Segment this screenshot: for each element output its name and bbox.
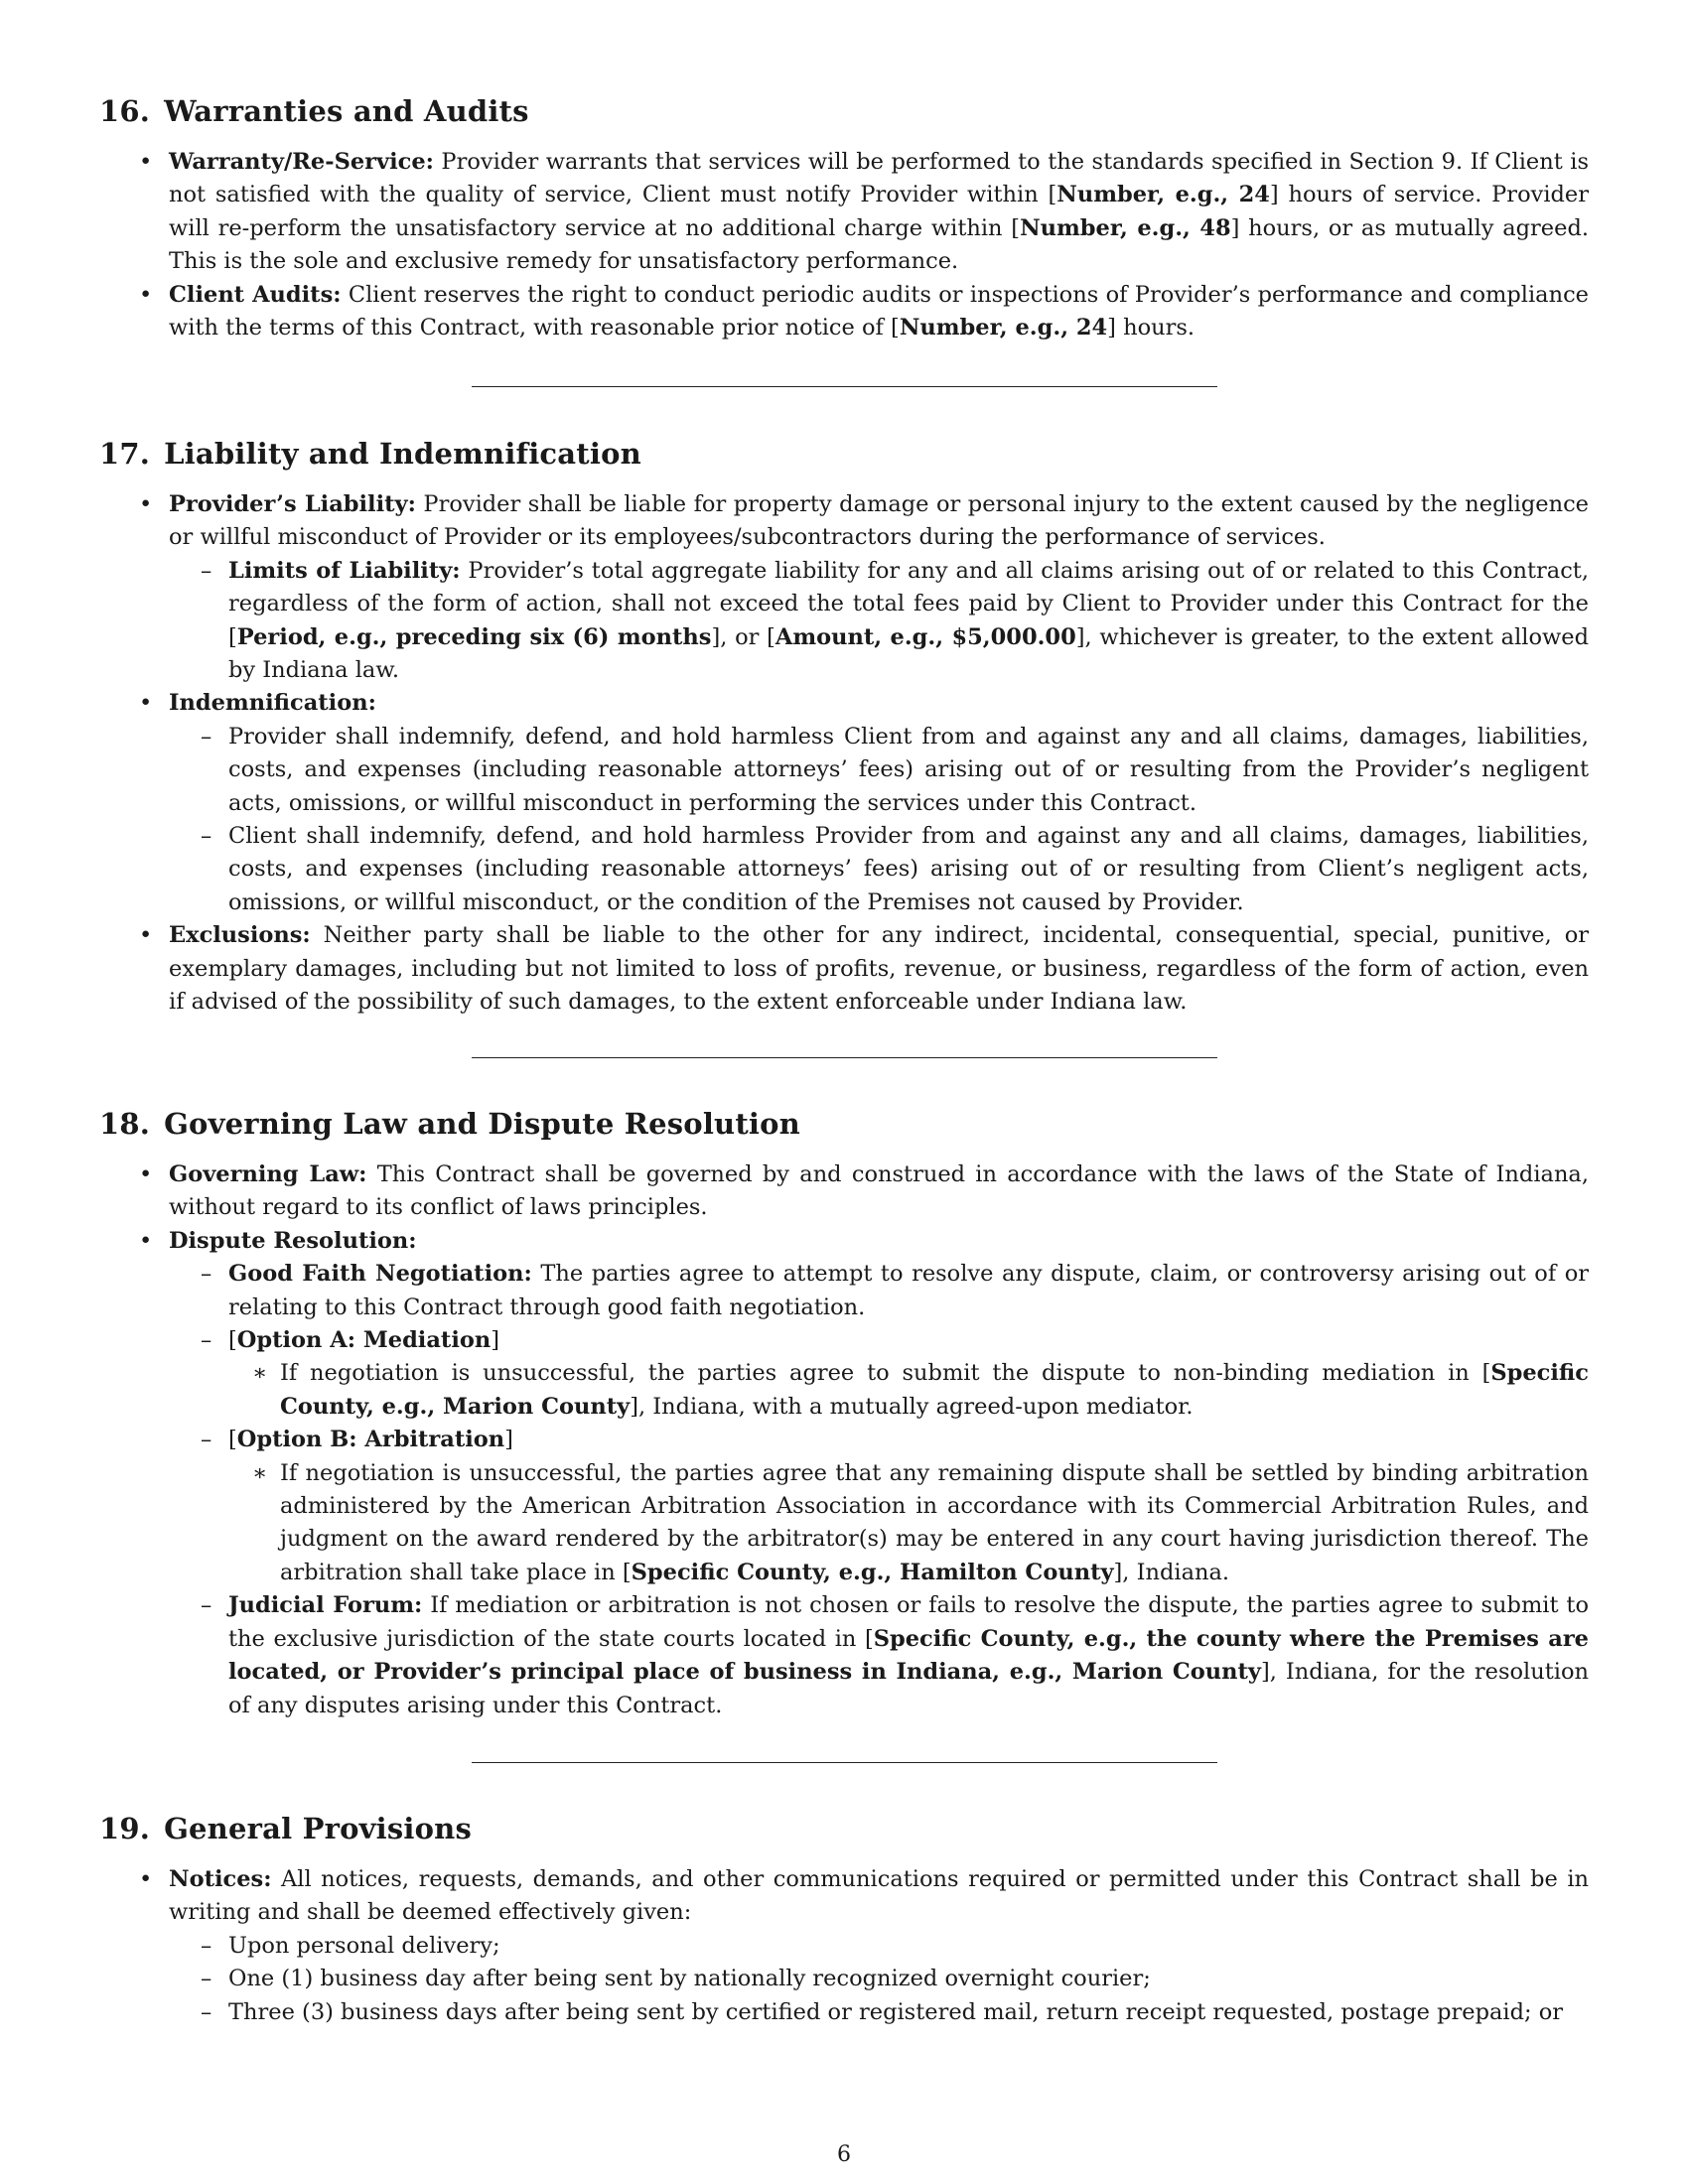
list-subitem-limits: – Limits of Liability: Provider’s total aggregate liability for any and all claims arising out of or related to this Contract, regardless of the form of action, shall not exceed the total fees paid by Client to Provider under this Contract for the [Period, e.g., preceding six (6) months], or [Amount, e.g., $5,000.00], whichever is greater, to the extent allowed by Indiana law. — [99, 555, 1589, 688]
bullet-marker: • — [139, 922, 153, 949]
list-subitem: – Three (3) business days after being sent by certified or registered mail, return receipt requested, postage prepaid; or — [99, 1996, 1589, 2029]
section-19 — [99, 1812, 1589, 2029]
dash-marker: – — [201, 1327, 212, 1354]
section-divider — [472, 386, 1217, 387]
list-subitem: – Upon personal delivery; — [99, 1930, 1589, 1963]
section-heading: 19. General Provisions — [99, 1812, 472, 1845]
section-heading: 16. Warranties and Audits — [99, 94, 529, 128]
list-subitem-judicial-forum: – Judicial Forum: If mediation or arbitration is not chosen or fails to resolve the dispute, the parties agree to submit to the exclusive jurisdiction of the state courts located in [Specific County, e.g., the county where the Premises are located, or Provider’s principal place of business in Indiana, e.g., Marion County], Indiana, for the resolution of any disputes arising under this Contract. — [99, 1589, 1589, 1722]
dash-marker: – — [201, 1427, 212, 1453]
bullet-list — [99, 146, 1589, 344]
dash-marker: – — [201, 1966, 212, 1992]
section-divider — [472, 1057, 1217, 1058]
star-marker: ∗ — [252, 1459, 268, 1486]
list-subitem-option-a: – [Option A: Mediation] ∗ If negotiation is unsuccessful, the parties agree to submit the dispute to non-binding mediation in [Specific County, e.g., Marion County], Indiana, with a mutually agreed-upon mediator. — [99, 1324, 1589, 1424]
list-item-exclusions: • Exclusions: Neither party shall be liable to the other for any indirect, incidental, consequential, special, punitive, or exemplary damages, including but not limited to loss of profits, revenue, or business, regardless of the form of action, even if advised of the possibility of such damages, to the extent enforceable under Indiana law. — [99, 919, 1589, 1019]
bullet-marker: • — [139, 1161, 153, 1187]
star-marker: ∗ — [252, 1360, 268, 1387]
section-16 — [99, 94, 1589, 344]
dash-marker: – — [201, 1998, 212, 2025]
page-number: 6 — [837, 2142, 851, 2167]
list-subitem: – Provider shall indemnify, defend, and hold harmless Client from and against any and all claims, damages, liabilities, costs, and expenses (including reasonable attorneys’ fees) arising out of or resulting from the Provider’s negligent acts, omissions, or willful misconduct in performing the services under this Contract. — [99, 721, 1589, 820]
bullet-marker: • — [139, 1866, 153, 1892]
list-subitem: – Client shall indemnify, defend, and hold harmless Provider from and against any and all claims, damages, liabilities, costs, and expenses (including reasonable attorneys’ fees) arising out of or resulting from Client’s negligent acts, omissions, or willful misconduct, or the condition of the Premises not caused by Provider. — [99, 820, 1589, 919]
section-18 — [99, 1107, 1589, 1722]
list-subsubitem: ∗ If negotiation is unsuccessful, the parties agree to submit the dispute to non-binding mediation in [Specific County, e.g., Marion County], Indiana, with a mutually agreed-upon mediator. — [99, 1357, 1589, 1424]
section-heading: 18. Governing Law and Dispute Resolution — [99, 1107, 800, 1141]
list-item-warranty: • Warranty/Re-Service: Provider warrants that services will be performed to the standards specified in Section 9. If Client is not satisfied with the quality of service, Client must notify Provider within [Number, e.g., 24] hours of service. Provider will re-perform the unsatisfactory service at no additional charge within [Number, e.g., 48] hours, or as mutually agreed. This is the sole and exclusive remedy for unsatisfactory performance. — [99, 146, 1589, 279]
section-divider — [472, 1762, 1217, 1763]
section-heading: 17. Liability and Indemnification — [99, 437, 641, 471]
bullet-marker: • — [139, 281, 153, 308]
list-subitem-negotiation: – Good Faith Negotiation: The parties agree to attempt to resolve any dispute, claim, or controversy arising out of or relating to this Contract through good faith negotiation. — [99, 1258, 1589, 1324]
dash-marker: – — [201, 823, 212, 850]
bullet-marker: • — [139, 1227, 153, 1254]
list-item-governing-law: • Governing Law: This Contract shall be governed by and construed in accordance with the laws of the State of Indiana, without regard to its conflict of laws principles. — [99, 1159, 1589, 1225]
bullet-list — [99, 1159, 1589, 1722]
list-item-notices: • Notices: All notices, requests, demands, and other communications required or permitted under this Contract shall be in writing and shall be deemed effectively given: – Upon personal delivery; – One (1) business day after being sent by nationally recognized overnight courier; – Three (3) business days after being sent by certified or registered mail, return receipt requested, postage prepaid; or — [99, 1863, 1589, 2029]
list-subitem: – One (1) business day after being sent by nationally recognized overnight courier; — [99, 1963, 1589, 1995]
dash-marker: – — [201, 557, 212, 584]
bullet-list — [99, 1863, 1589, 2029]
section-17 — [99, 437, 1589, 1020]
document-page — [99, 0, 1589, 2184]
list-item-dispute-resolution: • Dispute Resolution: – Good Faith Negotiation: The parties agree to attempt to resolve any dispute, claim, or controversy arising out of or relating to this Contract through good faith negotiation. – [Option A: Mediation] ∗ If negotiation is unsuccessful, the parties agree to submit the dispute to non-binding mediation in [Specific County, e.g., Marion County], Indiana, with a mutually agreed-upon mediator. – [Option B: Arbitration] ∗ If negotiation is unsuccessful, the parties agree that any remaining dispute shall be settled by binding arbitration administered by the American Arbitration Association in accordance with its Commercial Arbitration Rules, and judgment on the award rendered by the arbitrator(s) may be entered in any court having jurisdiction thereof. The arbitration shall take place in [Specific County, e.g., Hamilton County], Indiana. – Judicial Forum: If mediation or arbitration is not chosen or fails to resolve the dispute, the parties agree to submit to the exclusive jurisdiction of the state courts located in [Specific County, e.g., the county where the Premises are located, or Provider’s principal place of business in Indiana, e.g., Marion County], Indiana, for the resolution of any disputes arising under this Contract. — [99, 1225, 1589, 1722]
bullet-marker: • — [139, 491, 153, 517]
list-subsubitem: ∗ If negotiation is unsuccessful, the parties agree that any remaining dispute shall be settled by binding arbitration administered by the American Arbitration Association in accordance with its Commercial Arbitration Rules, and judgment on the award rendered by the arbitrator(s) may be entered in any court having jurisdiction thereof. The arbitration shall take place in [Specific County, e.g., Hamilton County], Indiana. — [99, 1457, 1589, 1590]
dash-marker: – — [201, 1932, 212, 1959]
list-subitem-option-b: – [Option B: Arbitration] ∗ If negotiation is unsuccessful, the parties agree that any remaining dispute shall be settled by binding arbitration administered by the American Arbitration Association in accordance with its Commercial Arbitration Rules, and judgment on the award rendered by the arbitrator(s) may be entered in any court having jurisdiction thereof. The arbitration shall take place in [Specific County, e.g., Hamilton County], Indiana. — [99, 1424, 1589, 1589]
dash-marker: – — [201, 1592, 212, 1619]
bullet-marker: • — [139, 149, 153, 175]
bullet-marker: • — [139, 690, 153, 717]
bullet-list — [99, 488, 1589, 1020]
list-item-client-audits: • Client Audits: Client reserves the right to conduct periodic audits or inspections of Provider’s performance and compliance with the terms of this Contract, with reasonable prior notice of [Number, e.g., 24] hours. — [99, 279, 1589, 345]
dash-marker: – — [201, 1261, 212, 1288]
list-item-indemnification: • Indemnification: – Provider shall indemnify, defend, and hold harmless Client from and against any and all claims, damages, liabilities, costs, and expenses (including reasonable attorneys’ fees) arising out of or resulting from the Provider’s negligent acts, omissions, or willful misconduct in performing the services under this Contract. – Client shall indemnify, defend, and hold harmless Provider from and against any and all claims, damages, liabilities, costs, and expenses (including reasonable attorneys’ fees) arising out of or resulting from Client’s negligent acts, omissions, or willful misconduct, or the condition of the Premises not caused by Provider. — [99, 687, 1589, 919]
dash-marker: – — [201, 723, 212, 750]
list-item-provider-liability: • Provider’s Liability: Provider shall be liable for property damage or personal injury to the extent caused by the negligence or willful misconduct of Provider or its employees/subcontractors during the performance of services. – Limits of Liability: Provider’s total aggregate liability for any and all claims arising out of or related to this Contract, regardless of the form of action, shall not exceed the total fees paid by Client to Provider under this Contract for the [Period, e.g., preceding six (6) months], or [Amount, e.g., $5,000.00], whichever is greater, to the extent allowed by Indiana law. — [99, 488, 1589, 687]
